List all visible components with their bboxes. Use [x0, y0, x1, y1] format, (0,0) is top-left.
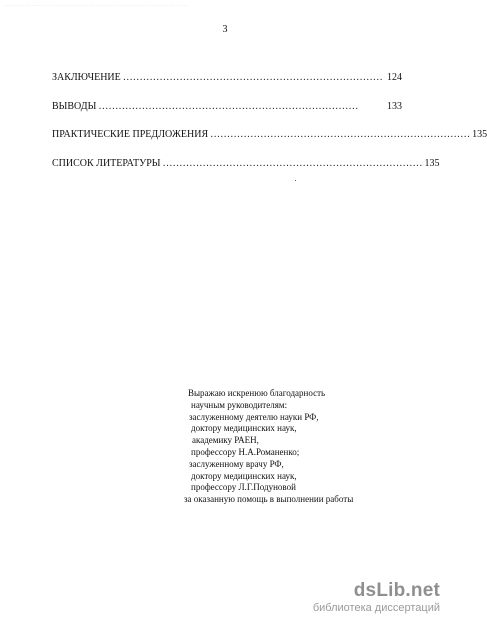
ack-line: доктору медицинских наук, [191, 423, 297, 434]
table-of-contents [52, 72, 487, 186]
dslib-watermark-logo[interactable] [266, 580, 446, 620]
toc-row[interactable] [52, 157, 440, 187]
ack-line: Выражаю искренюю благодарность [188, 388, 326, 398]
ack-line: за оказанную помощь в выполнении работы [184, 494, 354, 505]
toc-row[interactable] [52, 72, 402, 101]
toc-leader-dots: …………………………………………………………………… [162, 157, 423, 169]
toc-row[interactable] [52, 129, 487, 158]
scan-header-strip: ........ .......... ...... ......... ... ..... ...... ......... ....... ......... ...... ..... ...... ....... ...... ........ ..... ...... ........ ...... .... ...... ..... ...... [4, 3, 189, 7]
toc-page-number: 135 [472, 129, 487, 140]
ack-line: доктору медицинских наук, [191, 470, 297, 481]
ack-line: заслуженному деятелю науки РФ, [189, 411, 319, 422]
toc-label: ВЫВОДЫ [52, 100, 97, 112]
scan-speck [295, 180, 296, 181]
toc-label: ЗАКЛЮЧЕНИЕ [52, 72, 121, 83]
page-number: 3 [222, 24, 228, 35]
logo-title: dsLib.net [353, 580, 440, 601]
ack-line: заслуженному врачу РФ, [189, 458, 284, 469]
ack-line: профессору Л.Г.Подуновой [191, 482, 296, 493]
ack-line: академику РАЕН, [192, 435, 259, 446]
acknowledgement-block [184, 388, 438, 506]
toc-leader-dots: …………………………………………………………………… [98, 100, 359, 112]
ack-line: профессору Н.А.Романенко; [191, 446, 300, 457]
ack-line: научным руководителям: [191, 399, 288, 410]
toc-page-number: 124 [387, 72, 402, 83]
toc-label: ПРАКТИЧЕСКИЕ ПРЕДЛОЖЕНИЯ [52, 129, 209, 140]
toc-page-number: 133 [387, 100, 402, 112]
toc-row[interactable] [52, 101, 402, 130]
toc-leader-dots: …………………………………………………………………… [210, 129, 471, 140]
toc-label: СПИСОК ЛИТЕРАТУРЫ [52, 157, 161, 169]
toc-leader-dots: …………………………………………………………………… [122, 72, 383, 83]
toc-page-number: 135 [424, 157, 440, 169]
logo-tagline: библиотека диссертаций [312, 602, 440, 614]
